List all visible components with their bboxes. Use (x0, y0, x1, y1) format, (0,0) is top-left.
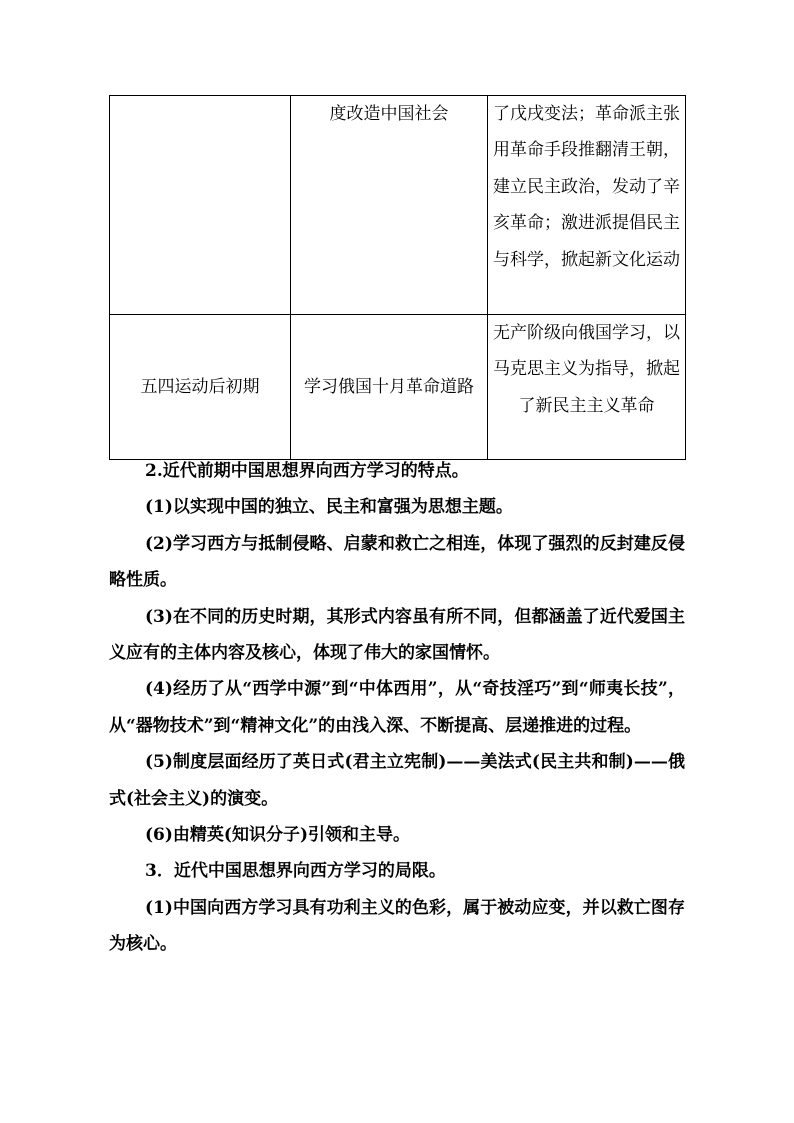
paragraph: (1)中国向西方学习具有功利主义的色彩，属于被动应变，并以救亡图存为核心。 (109, 897, 685, 955)
table-cell-period: 五四运动后初期 (110, 315, 291, 460)
body-text (109, 453, 685, 963)
table-cell-detail: 无产阶级向俄国学习，以马克思主义为指导，掀起了新民主主义革命 (488, 315, 686, 460)
table-cell-content: 学习俄国十月革命道路 (291, 315, 488, 460)
table-cell-detail: 了戊戌变法；革命派主张用革命手段推翻清王朝，建立民主政治，发动了辛亥革命；激进派提倡民主与科学，掀起新文化运动 (488, 96, 686, 315)
table-cell-period (110, 96, 291, 315)
section-heading: 3．近代中国思想界向西方学习的局限。 (145, 861, 446, 882)
paragraph: (6)由精英(知识分子)引领和主导。 (145, 825, 411, 846)
paragraph: (5)制度层面经历了英日式(君主立宪制)——美法式(民主共和制)——俄式(社会主义)的演变。 (109, 752, 685, 809)
table-cell-content: 度改造中国社会 (291, 96, 488, 315)
table-row (110, 96, 686, 315)
paragraph: (3)在不同的历史时期，其形式内容虽有所不同，但都涵盖了近代爱国主义应有的主体内容及核心，体现了伟大的家国情怀。 (109, 606, 685, 664)
paragraph: (1)以实现中国的独立、民主和富强为思想主题。 (145, 497, 513, 518)
table-row (110, 315, 686, 460)
paragraph: (4)经历了从“西学中源”到“中体西用”，从“奇技淫巧”到“师夷长技”，从“器物技术”到“精神文化”的由浅入深、不断提高、层递推进的过程。 (109, 679, 685, 736)
section-heading: 2.近代前期中国思想界向西方学习的特点。 (145, 461, 469, 481)
history-table (109, 95, 686, 460)
paragraph: (2)学习西方与抵制侵略、启蒙和救亡之相连，体现了强烈的反封建反侵略性质。 (109, 533, 685, 591)
